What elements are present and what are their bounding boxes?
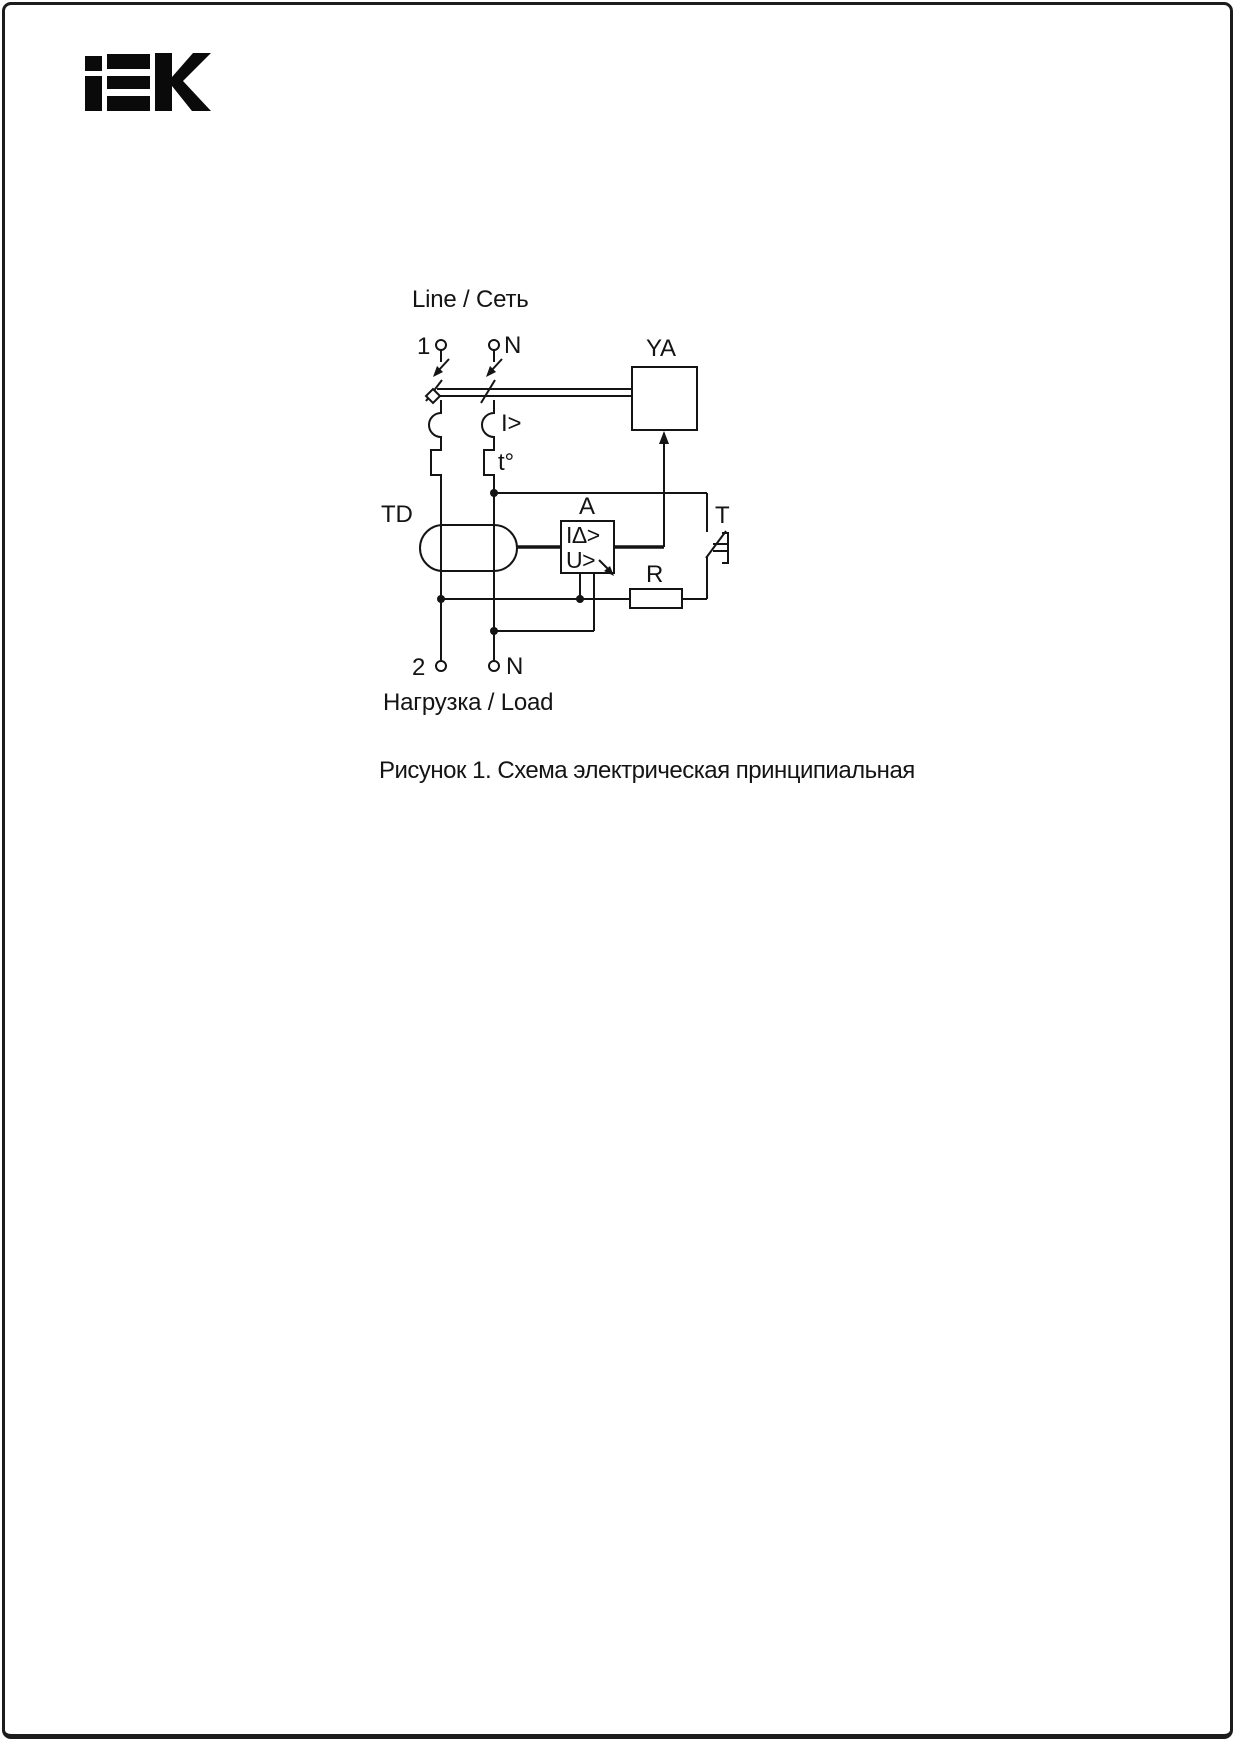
terminal-n-bottom-node (489, 661, 499, 671)
terminal-n-top-label: N (504, 332, 522, 359)
figure-caption: Рисунок 1. Схема электрическая принципиальная (379, 757, 915, 784)
overcurrent-label: I> (501, 410, 522, 437)
differential-current-threshold: IΔ> (566, 522, 600, 548)
differential-transformer-core (420, 525, 517, 571)
test-button-cap (722, 533, 728, 563)
terminal-1-node (436, 340, 446, 350)
line-net-label: Line / Сеть (412, 286, 529, 313)
pole-1-conductor (429, 400, 441, 661)
trip-coil-box (632, 367, 697, 430)
trip-coil-label: YA (646, 335, 676, 362)
resistor-label: R (646, 561, 664, 588)
load-label: Нагрузка / Load (383, 689, 554, 716)
pole-n-conductor (482, 400, 494, 661)
test-resistor-box (630, 589, 682, 608)
linkage-diamond (426, 389, 440, 403)
test-button-label: T (715, 502, 730, 529)
overvoltage-threshold: U> (566, 547, 596, 573)
arrow-up-icon (659, 431, 669, 444)
terminal-2-label: 2 (412, 654, 426, 681)
detector-label: A (579, 493, 595, 520)
terminal-n-top-node (489, 340, 499, 350)
transformer-label: TD (381, 501, 413, 528)
mechanical-linkage (426, 389, 632, 403)
contact-blade (481, 380, 495, 403)
terminal-2-node (436, 661, 446, 671)
terminal-n-bottom-label: N (506, 653, 524, 680)
detector-module-text (566, 523, 612, 573)
thermal-label: t° (498, 449, 514, 476)
trip-signal-line (659, 431, 669, 547)
terminal-1-label: 1 (417, 333, 431, 360)
